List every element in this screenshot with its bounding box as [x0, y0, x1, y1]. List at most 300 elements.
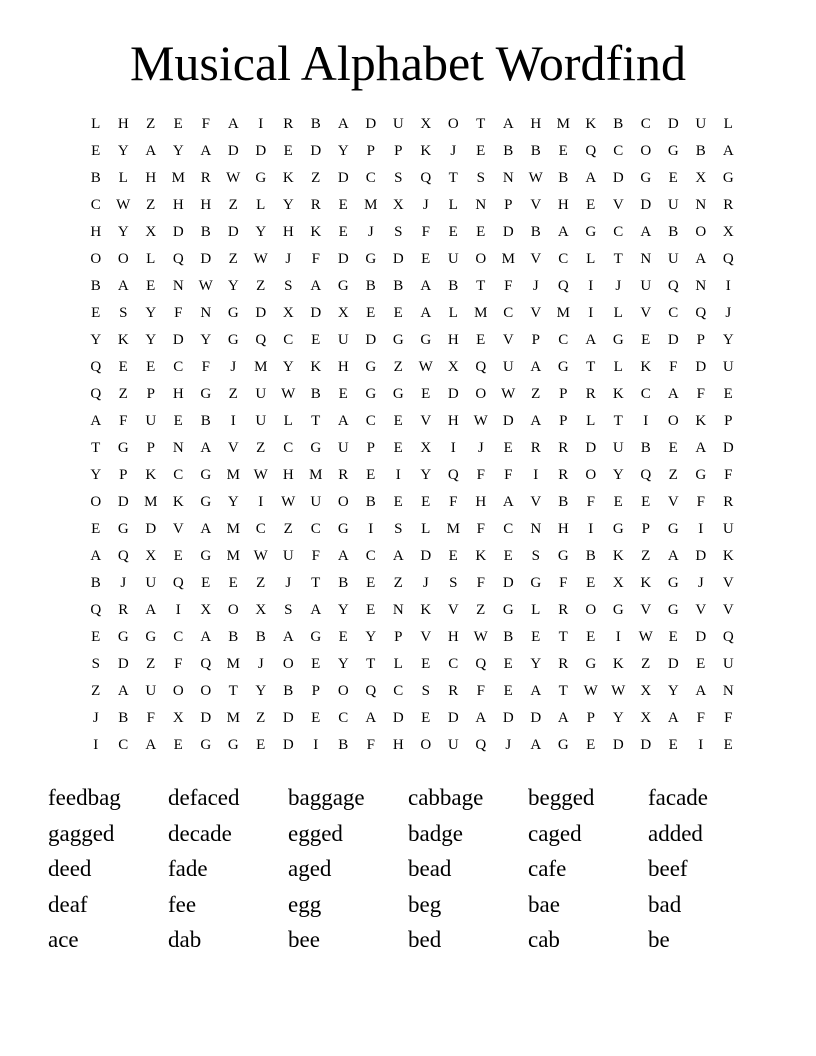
grid-letter[interactable]: E — [366, 305, 376, 321]
grid-letter[interactable]: E — [668, 737, 678, 753]
grid-letter[interactable]: A — [365, 710, 377, 726]
grid-letter[interactable]: V — [530, 494, 542, 510]
grid-letter[interactable]: L — [531, 602, 541, 618]
grid-letter[interactable]: K — [612, 386, 624, 402]
grid-letter[interactable]: V — [640, 602, 652, 618]
grid-letter[interactable]: Y — [667, 683, 679, 699]
grid-letter[interactable]: A — [695, 251, 707, 267]
grid-letter[interactable]: X — [695, 170, 707, 186]
grid-letter[interactable]: E — [393, 305, 403, 321]
grid-letter[interactable]: Z — [256, 440, 266, 456]
grid-letter[interactable]: P — [504, 197, 513, 213]
grid-letter[interactable]: Y — [227, 278, 239, 294]
grid-letter[interactable]: Z — [393, 359, 403, 375]
grid-letter[interactable]: E — [311, 710, 321, 726]
grid-letter[interactable]: X — [640, 683, 652, 699]
grid-letter[interactable]: A — [90, 413, 102, 429]
grid-letter[interactable]: Q — [447, 467, 459, 483]
grid-letter[interactable]: B — [310, 386, 321, 402]
grid-letter[interactable]: L — [421, 521, 431, 537]
grid-letter[interactable]: D — [227, 143, 239, 159]
grid-letter[interactable]: I — [698, 521, 704, 537]
grid-letter[interactable]: T — [366, 656, 376, 672]
grid-letter[interactable]: Q — [475, 737, 487, 753]
grid-letter[interactable]: H — [282, 224, 294, 240]
grid-letter[interactable]: N — [695, 278, 707, 294]
grid-letter[interactable]: E — [503, 683, 513, 699]
grid-letter[interactable]: V — [530, 251, 542, 267]
grid-letter[interactable]: D — [667, 656, 679, 672]
grid-letter[interactable]: D — [365, 332, 377, 348]
grid-letter[interactable]: G — [530, 575, 542, 591]
grid-letter[interactable]: H — [145, 170, 157, 186]
grid-letter[interactable]: K — [145, 467, 157, 483]
grid-letter[interactable]: V — [530, 305, 542, 321]
grid-letter[interactable]: F — [366, 737, 375, 753]
grid-letter[interactable]: T — [91, 440, 101, 456]
grid-letter[interactable]: H — [447, 413, 459, 429]
grid-letter[interactable]: D — [310, 143, 322, 159]
grid-letter[interactable]: A — [420, 305, 432, 321]
grid-letter[interactable]: W — [638, 629, 653, 645]
grid-letter[interactable]: F — [311, 548, 320, 564]
grid-letter[interactable]: C — [365, 170, 376, 186]
grid-letter[interactable]: I — [93, 737, 99, 753]
grid-letter[interactable]: P — [146, 386, 155, 402]
grid-letter[interactable]: G — [502, 602, 514, 618]
grid-letter[interactable]: E — [256, 737, 266, 753]
grid-letter[interactable]: F — [174, 305, 183, 321]
grid-letter[interactable]: Z — [283, 521, 293, 537]
grid-letter[interactable]: R — [448, 683, 459, 699]
grid-letter[interactable]: Q — [117, 548, 129, 564]
grid-letter[interactable]: V — [420, 413, 432, 429]
grid-letter[interactable]: Z — [476, 602, 486, 618]
grid-letter[interactable]: E — [586, 197, 596, 213]
grid-letter[interactable]: F — [476, 467, 485, 483]
grid-letter[interactable]: A — [475, 710, 487, 726]
grid-letter[interactable]: X — [722, 224, 734, 240]
grid-letter[interactable]: A — [200, 143, 212, 159]
grid-letter[interactable]: D — [255, 143, 267, 159]
grid-letter[interactable]: H — [337, 359, 349, 375]
grid-letter[interactable]: T — [228, 683, 238, 699]
grid-letter[interactable]: K — [420, 602, 432, 618]
grid-letter[interactable]: B — [393, 278, 404, 294]
grid-letter[interactable]: E — [668, 170, 678, 186]
grid-letter[interactable]: E — [173, 413, 183, 429]
grid-letter[interactable]: B — [668, 224, 679, 240]
grid-letter[interactable]: G — [667, 575, 679, 591]
grid-letter[interactable]: D — [695, 359, 707, 375]
grid-letter[interactable]: J — [92, 710, 99, 726]
grid-letter[interactable]: G — [117, 440, 129, 456]
grid-letter[interactable]: L — [256, 197, 266, 213]
grid-letter[interactable]: I — [258, 116, 264, 132]
grid-letter[interactable]: E — [338, 197, 348, 213]
grid-letter[interactable]: I — [588, 305, 594, 321]
grid-letter[interactable]: W — [281, 494, 296, 510]
grid-letter[interactable]: K — [585, 116, 597, 132]
grid-letter[interactable]: U — [337, 440, 349, 456]
grid-letter[interactable]: B — [255, 629, 266, 645]
grid-letter[interactable]: X — [200, 602, 212, 618]
grid-letter[interactable]: G — [365, 386, 377, 402]
grid-letter[interactable]: L — [586, 251, 596, 267]
grid-letter[interactable]: K — [282, 170, 294, 186]
grid-letter[interactable]: E — [366, 575, 376, 591]
grid-letter[interactable]: R — [118, 602, 129, 618]
grid-letter[interactable]: G — [695, 467, 707, 483]
grid-letter[interactable]: V — [447, 602, 459, 618]
grid-letter[interactable]: E — [558, 143, 568, 159]
grid-letter[interactable]: D — [667, 332, 679, 348]
grid-letter[interactable]: G — [392, 386, 404, 402]
grid-letter[interactable]: G — [145, 629, 157, 645]
grid-letter[interactable]: K — [722, 548, 734, 564]
grid-letter[interactable]: Z — [531, 386, 541, 402]
grid-letter[interactable]: Q — [722, 251, 734, 267]
grid-letter[interactable]: G — [557, 548, 569, 564]
grid-letter[interactable]: M — [446, 521, 460, 537]
grid-letter[interactable]: G — [667, 143, 679, 159]
grid-letter[interactable]: E — [91, 629, 101, 645]
grid-letter[interactable]: P — [146, 440, 155, 456]
grid-letter[interactable]: E — [723, 737, 733, 753]
grid-letter[interactable]: O — [585, 602, 597, 618]
grid-letter[interactable]: Z — [228, 251, 238, 267]
grid-letter[interactable]: F — [174, 656, 183, 672]
grid-letter[interactable]: B — [695, 143, 706, 159]
grid-letter[interactable]: G — [612, 521, 624, 537]
grid-letter[interactable]: R — [283, 116, 294, 132]
grid-letter[interactable]: I — [588, 278, 594, 294]
grid-letter[interactable]: W — [253, 467, 268, 483]
grid-letter[interactable]: Z — [228, 386, 238, 402]
grid-letter[interactable]: U — [640, 278, 652, 294]
grid-letter[interactable]: N — [502, 170, 514, 186]
grid-letter[interactable]: A — [530, 683, 542, 699]
grid-letter[interactable]: W — [253, 548, 268, 564]
grid-letter[interactable]: O — [447, 116, 459, 132]
grid-letter[interactable]: O — [337, 683, 349, 699]
grid-letter[interactable]: C — [338, 710, 349, 726]
grid-letter[interactable]: P — [366, 143, 375, 159]
grid-letter[interactable]: M — [309, 467, 323, 483]
grid-letter[interactable]: T — [558, 683, 568, 699]
grid-letter[interactable]: J — [257, 656, 264, 672]
grid-letter[interactable]: Z — [228, 197, 238, 213]
grid-letter[interactable]: S — [421, 683, 430, 699]
grid-letter[interactable]: L — [393, 656, 403, 672]
grid-letter[interactable]: K — [695, 413, 707, 429]
grid-letter[interactable]: U — [695, 116, 707, 132]
grid-letter[interactable]: I — [368, 521, 374, 537]
grid-letter[interactable]: E — [311, 656, 321, 672]
grid-letter[interactable]: B — [503, 143, 514, 159]
grid-letter[interactable]: B — [585, 548, 596, 564]
grid-letter[interactable]: P — [559, 413, 568, 429]
grid-letter[interactable]: U — [145, 575, 157, 591]
grid-letter[interactable]: I — [230, 413, 236, 429]
grid-letter[interactable]: S — [91, 656, 100, 672]
grid-letter[interactable]: E — [586, 737, 596, 753]
grid-letter[interactable]: A — [145, 143, 157, 159]
grid-letter[interactable]: T — [613, 413, 623, 429]
grid-letter[interactable]: G — [227, 305, 239, 321]
grid-letter[interactable]: W — [501, 386, 516, 402]
grid-letter[interactable]: T — [558, 629, 568, 645]
grid-letter[interactable]: N — [392, 602, 404, 618]
grid-letter[interactable]: Z — [256, 575, 266, 591]
grid-letter[interactable]: D — [585, 440, 597, 456]
grid-letter[interactable]: G — [117, 629, 129, 645]
grid-letter[interactable]: A — [117, 683, 129, 699]
grid-letter[interactable]: Q — [585, 143, 597, 159]
grid-letter[interactable]: A — [695, 683, 707, 699]
grid-letter[interactable]: I — [698, 737, 704, 753]
grid-letter[interactable]: D — [640, 197, 652, 213]
grid-letter[interactable]: D — [255, 305, 267, 321]
grid-letter[interactable]: B — [640, 440, 651, 456]
grid-letter[interactable]: M — [364, 197, 378, 213]
grid-letter[interactable]: U — [667, 197, 679, 213]
grid-letter[interactable]: G — [337, 278, 349, 294]
grid-letter[interactable]: Q — [172, 575, 184, 591]
grid-letter[interactable]: M — [501, 251, 515, 267]
grid-letter[interactable]: F — [559, 575, 568, 591]
grid-letter[interactable]: P — [586, 710, 595, 726]
grid-letter[interactable]: V — [227, 440, 239, 456]
grid-letter[interactable]: A — [310, 602, 322, 618]
grid-letter[interactable]: R — [530, 440, 541, 456]
grid-letter[interactable]: F — [696, 494, 705, 510]
grid-letter[interactable]: K — [117, 332, 129, 348]
grid-letter[interactable]: M — [226, 467, 240, 483]
grid-letter[interactable]: I — [313, 737, 319, 753]
grid-letter[interactable]: D — [145, 521, 157, 537]
grid-letter[interactable]: M — [226, 548, 240, 564]
grid-letter[interactable]: B — [118, 710, 129, 726]
grid-letter[interactable]: P — [559, 386, 568, 402]
grid-letter[interactable]: J — [615, 278, 622, 294]
grid-letter[interactable]: F — [476, 521, 485, 537]
grid-letter[interactable]: D — [392, 710, 404, 726]
grid-letter[interactable]: E — [338, 386, 348, 402]
grid-letter[interactable]: Y — [282, 359, 294, 375]
grid-letter[interactable]: N — [172, 278, 184, 294]
grid-letter[interactable]: U — [310, 494, 322, 510]
grid-letter[interactable]: D — [172, 224, 184, 240]
grid-letter[interactable]: W — [528, 170, 543, 186]
grid-letter[interactable]: E — [503, 656, 513, 672]
grid-letter[interactable]: E — [228, 575, 238, 591]
grid-letter[interactable]: K — [612, 656, 624, 672]
grid-letter[interactable]: K — [475, 548, 487, 564]
grid-letter[interactable]: E — [366, 602, 376, 618]
grid-letter[interactable]: E — [173, 548, 183, 564]
grid-letter[interactable]: E — [448, 548, 458, 564]
grid-letter[interactable]: G — [612, 332, 624, 348]
grid-letter[interactable]: E — [421, 251, 431, 267]
grid-letter[interactable]: A — [117, 278, 129, 294]
grid-letter[interactable]: Y — [90, 467, 102, 483]
grid-letter[interactable]: A — [200, 521, 212, 537]
grid-letter[interactable]: D — [282, 710, 294, 726]
grid-letter[interactable]: E — [311, 332, 321, 348]
grid-letter[interactable]: F — [476, 575, 485, 591]
grid-letter[interactable]: G — [200, 494, 212, 510]
grid-letter[interactable]: F — [669, 359, 678, 375]
grid-letter[interactable]: Q — [90, 386, 102, 402]
grid-letter[interactable]: V — [420, 629, 432, 645]
grid-letter[interactable]: F — [696, 386, 705, 402]
grid-letter[interactable]: A — [502, 116, 514, 132]
grid-letter[interactable]: A — [530, 737, 542, 753]
grid-letter[interactable]: X — [392, 197, 404, 213]
grid-letter[interactable]: Q — [200, 656, 212, 672]
grid-letter[interactable]: I — [450, 440, 456, 456]
grid-letter[interactable]: N — [530, 521, 542, 537]
grid-letter[interactable]: Q — [475, 359, 487, 375]
grid-letter[interactable]: Z — [256, 710, 266, 726]
grid-letter[interactable]: P — [696, 332, 705, 348]
grid-letter[interactable]: P — [724, 413, 733, 429]
grid-letter[interactable]: M — [226, 710, 240, 726]
grid-letter[interactable]: O — [585, 467, 597, 483]
grid-letter[interactable]: S — [531, 548, 540, 564]
grid-letter[interactable]: I — [533, 467, 539, 483]
grid-letter[interactable]: P — [641, 521, 650, 537]
grid-letter[interactable]: B — [200, 413, 211, 429]
grid-letter[interactable]: Y — [145, 305, 157, 321]
grid-letter[interactable]: W — [418, 359, 433, 375]
grid-letter[interactable]: C — [283, 440, 294, 456]
grid-letter[interactable]: A — [200, 440, 212, 456]
grid-letter[interactable]: B — [338, 575, 349, 591]
grid-letter[interactable]: H — [117, 116, 129, 132]
grid-letter[interactable]: B — [283, 683, 294, 699]
grid-letter[interactable]: G — [557, 737, 569, 753]
grid-letter[interactable]: S — [449, 575, 458, 591]
grid-letter[interactable]: S — [284, 602, 293, 618]
grid-letter[interactable]: R — [310, 197, 321, 213]
grid-letter[interactable]: H — [392, 737, 404, 753]
grid-letter[interactable]: K — [310, 359, 322, 375]
grid-letter[interactable]: W — [198, 278, 213, 294]
grid-letter[interactable]: V — [502, 332, 514, 348]
grid-letter[interactable]: Y — [365, 629, 377, 645]
grid-letter[interactable]: T — [311, 575, 321, 591]
grid-letter[interactable]: J — [532, 278, 539, 294]
grid-letter[interactable]: O — [117, 251, 129, 267]
grid-letter[interactable]: E — [696, 656, 706, 672]
grid-letter[interactable]: L — [283, 413, 293, 429]
grid-letter[interactable]: F — [201, 359, 210, 375]
grid-letter[interactable]: U — [392, 116, 404, 132]
grid-letter[interactable]: E — [393, 440, 403, 456]
grid-letter[interactable]: U — [722, 359, 734, 375]
grid-letter[interactable]: E — [173, 737, 183, 753]
grid-letter[interactable]: V — [612, 197, 624, 213]
grid-letter[interactable]: Q — [667, 278, 679, 294]
grid-letter[interactable]: O — [475, 386, 487, 402]
grid-letter[interactable]: G — [227, 332, 239, 348]
grid-letter[interactable]: A — [585, 170, 597, 186]
grid-letter[interactable]: U — [447, 251, 459, 267]
grid-letter[interactable]: D — [502, 710, 514, 726]
grid-letter[interactable]: Z — [146, 116, 156, 132]
grid-letter[interactable]: V — [695, 602, 707, 618]
grid-letter[interactable]: H — [530, 116, 542, 132]
grid-letter[interactable]: D — [695, 629, 707, 645]
grid-letter[interactable]: W — [583, 683, 598, 699]
grid-letter[interactable]: E — [421, 710, 431, 726]
grid-letter[interactable]: Q — [557, 278, 569, 294]
grid-letter[interactable]: N — [475, 197, 487, 213]
grid-letter[interactable]: U — [337, 332, 349, 348]
grid-letter[interactable]: T — [448, 170, 458, 186]
grid-letter[interactable]: U — [145, 413, 157, 429]
grid-letter[interactable]: H — [200, 197, 212, 213]
grid-letter[interactable]: Q — [475, 656, 487, 672]
grid-letter[interactable]: R — [723, 197, 734, 213]
grid-letter[interactable]: I — [258, 494, 264, 510]
grid-letter[interactable]: M — [254, 359, 268, 375]
grid-letter[interactable]: Q — [695, 305, 707, 321]
grid-letter[interactable]: A — [337, 548, 349, 564]
grid-letter[interactable]: E — [586, 629, 596, 645]
grid-letter[interactable]: X — [420, 116, 432, 132]
grid-letter[interactable]: N — [695, 197, 707, 213]
grid-letter[interactable]: O — [200, 683, 212, 699]
grid-letter[interactable]: W — [226, 170, 241, 186]
grid-letter[interactable]: T — [613, 251, 623, 267]
grid-letter[interactable]: B — [90, 278, 101, 294]
grid-letter[interactable]: X — [145, 224, 157, 240]
grid-letter[interactable]: B — [90, 575, 101, 591]
grid-letter[interactable]: U — [667, 251, 679, 267]
grid-letter[interactable]: A — [557, 710, 569, 726]
grid-letter[interactable]: G — [557, 359, 569, 375]
grid-letter[interactable]: N — [172, 440, 184, 456]
grid-letter[interactable]: Y — [337, 602, 349, 618]
grid-letter[interactable]: A — [200, 629, 212, 645]
grid-letter[interactable]: U — [722, 656, 734, 672]
grid-letter[interactable]: A — [227, 116, 239, 132]
grid-letter[interactable]: B — [365, 494, 376, 510]
grid-letter[interactable]: G — [227, 737, 239, 753]
grid-letter[interactable]: S — [394, 170, 403, 186]
grid-letter[interactable]: F — [724, 710, 733, 726]
grid-letter[interactable]: E — [641, 494, 651, 510]
grid-letter[interactable]: C — [310, 521, 321, 537]
grid-letter[interactable]: H — [557, 197, 569, 213]
grid-letter[interactable]: E — [283, 143, 293, 159]
grid-letter[interactable]: G — [585, 224, 597, 240]
grid-letter[interactable]: H — [172, 197, 184, 213]
grid-letter[interactable]: L — [613, 305, 623, 321]
grid-letter[interactable]: L — [448, 197, 458, 213]
grid-letter[interactable]: D — [420, 548, 432, 564]
grid-letter[interactable]: C — [173, 629, 184, 645]
grid-letter[interactable]: X — [640, 710, 652, 726]
grid-letter[interactable]: F — [421, 224, 430, 240]
grid-letter[interactable]: Y — [420, 467, 432, 483]
grid-letter[interactable]: O — [475, 251, 487, 267]
grid-letter[interactable]: Y — [722, 332, 734, 348]
grid-letter[interactable]: W — [281, 386, 296, 402]
